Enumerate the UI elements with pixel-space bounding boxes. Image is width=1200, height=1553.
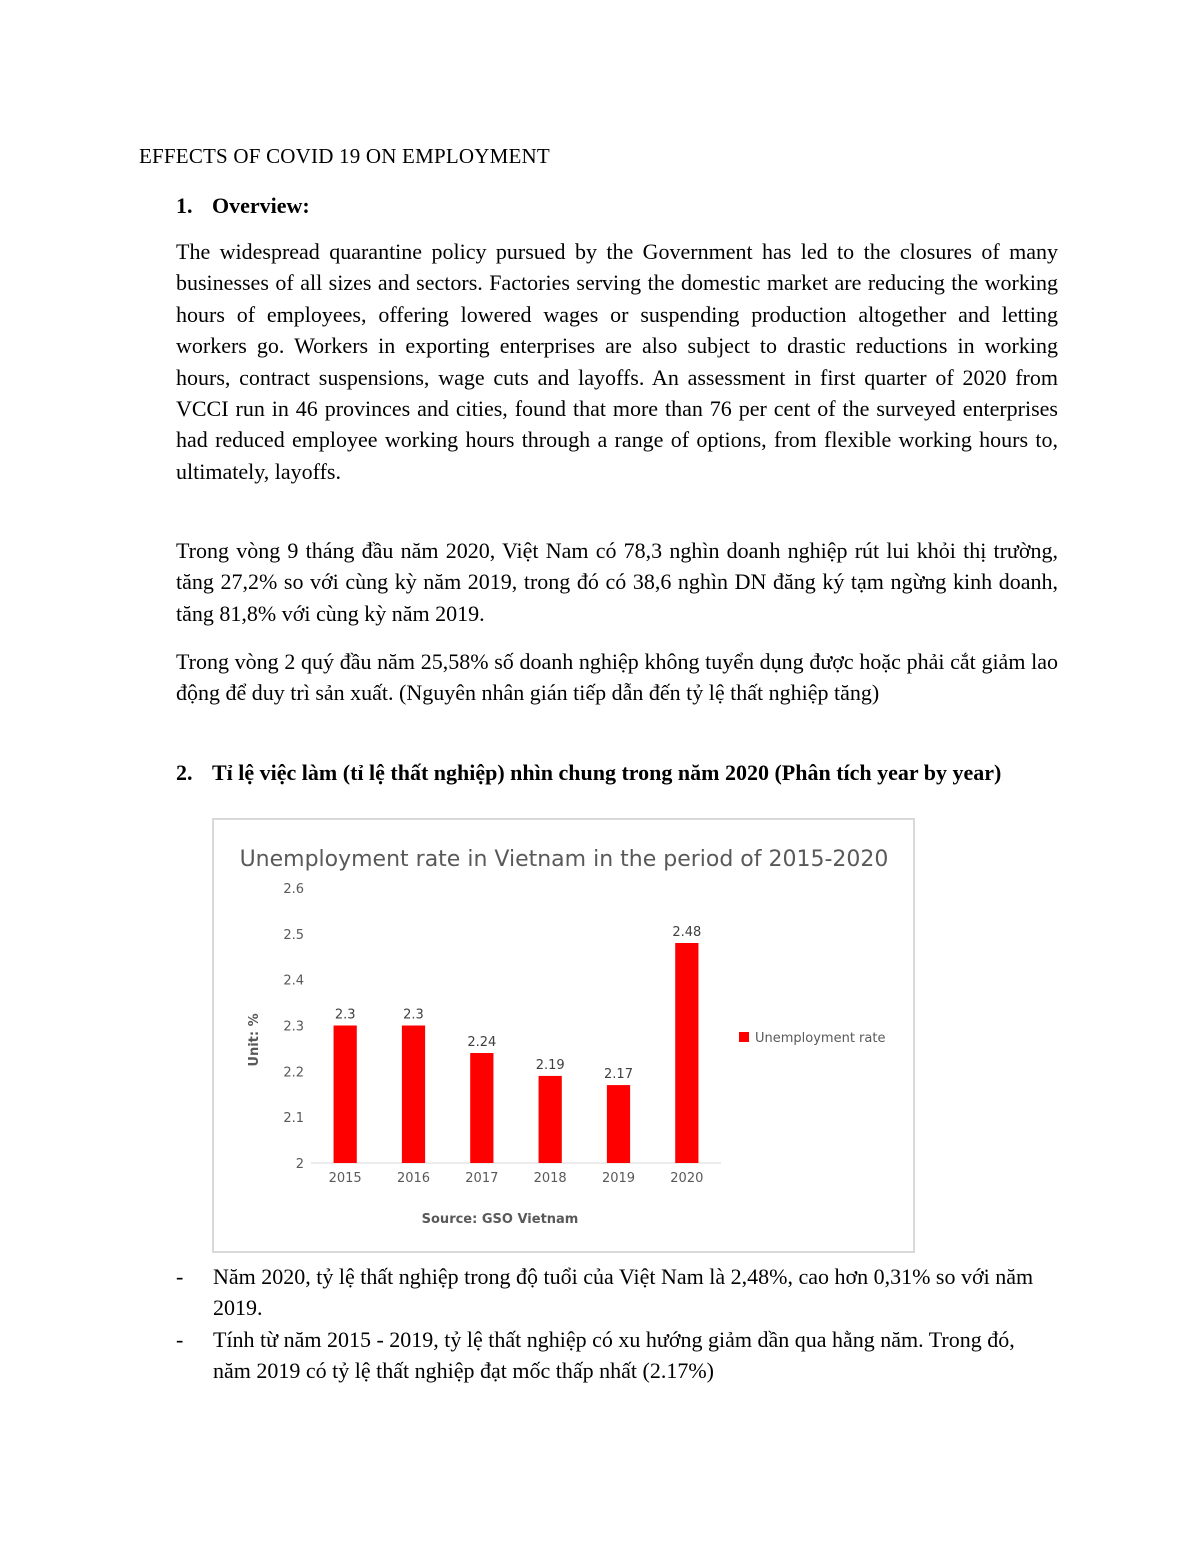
bullet-dash: - xyxy=(176,1327,184,1352)
bar-2020 xyxy=(675,943,698,1163)
x-tick-label: 2018 xyxy=(533,1171,567,1186)
bar-2015 xyxy=(334,1026,357,1164)
x-axis-ticks xyxy=(329,1171,704,1186)
y-tick-label: 2.1 xyxy=(283,1111,304,1127)
section-2-title: Tỉ lệ việc làm (tỉ lệ thất nghiệp) nhìn chung trong năm 2020 (Phân tích year by year) xyxy=(212,760,1002,785)
section-2-number: 2. xyxy=(176,760,193,785)
chart-title: Unemployment rate in Vietnam in the period of 2015-2020 xyxy=(239,847,889,872)
chart-canvas xyxy=(214,820,913,1251)
bar-2019 xyxy=(607,1085,630,1163)
y-axis-title: Unit: % xyxy=(247,1013,262,1067)
x-tick-label: 2016 xyxy=(396,1171,431,1186)
legend-label: Unemployment rate xyxy=(755,1031,886,1046)
x-tick-label: 2017 xyxy=(465,1171,499,1186)
x-axis-title: Source: GSO Vietnam xyxy=(421,1212,579,1227)
y-tick-label: 2.4 xyxy=(283,973,304,989)
y-tick-label: 2.5 xyxy=(283,927,304,943)
enterprise-exit-paragraph: Trong vòng 9 tháng đầu năm 2020, Việt Nam có 78,3 nghìn doanh nghiệp rút lui khỏi thị trường, tăng 27,2% so với cùng kỳ năm 2019, trong đó có 38,6 nghìn DN đăng ký tạm ngừng kinh doanh, tăng 81,8% với cùng kỳ năm 2019. xyxy=(176,538,1058,626)
labor-cut-paragraph: Trong vòng 2 quý đầu năm 25,58% số doanh nghiệp không tuyển dụng được hoặc phải cắt giảm lao động để duy trì sản xuất. (Nguyên nhân gián tiếp dẫn đến tỷ lệ thất nghiệp tăng) xyxy=(176,649,1058,706)
section-1-number: 1. xyxy=(176,193,193,218)
data-label-2018: 2.19 xyxy=(535,1057,565,1073)
data-label-2017: 2.24 xyxy=(467,1035,497,1050)
section-1-heading xyxy=(176,190,1058,222)
section-1-title: Overview: xyxy=(212,193,310,218)
data-label-2015: 2.3 xyxy=(334,1007,356,1023)
data-label-2019: 2.17 xyxy=(604,1067,633,1083)
legend-swatch xyxy=(739,1032,749,1042)
bullet-text: Năm 2020, tỷ lệ thất nghiệp trong độ tuổi của Việt Nam là 2,48%, cao hơn 0,31% so với năm 2019. xyxy=(213,1264,1034,1321)
bullet-item xyxy=(176,1324,1058,1387)
bar-2017 xyxy=(470,1053,493,1163)
y-axis-ticks xyxy=(283,882,304,1172)
bullet-dash: - xyxy=(176,1264,184,1289)
bullet-item xyxy=(176,1261,1058,1324)
section-2-heading xyxy=(176,757,1058,789)
y-tick-label: 2.3 xyxy=(283,1019,304,1035)
x-tick-label: 2015 xyxy=(328,1171,362,1186)
unemployment-chart xyxy=(212,818,915,1253)
chart-bars xyxy=(334,943,699,1163)
page-title: EFFECTS OF COVID 19 ON EMPLOYMENT xyxy=(139,144,550,168)
bar-2018 xyxy=(539,1076,562,1163)
chart-data-labels xyxy=(335,925,701,1082)
y-tick-label: 2.2 xyxy=(283,1065,304,1081)
x-tick-label: 2019 xyxy=(601,1171,636,1186)
bullet-text: Tính từ năm 2015 - 2019, tỷ lệ thất nghiệp có xu hướng giảm dần qua hằng năm. Trong đó, năm 2019 có tỷ lệ thất nghiệp đạt mốc thấp nhất (2.17%) xyxy=(213,1327,1015,1384)
bar-2016 xyxy=(402,1026,425,1164)
y-tick-label: 2 xyxy=(295,1157,304,1172)
overview-paragraph: The widespread quarantine policy pursued by the Government has led to the closures of many businesses of all sizes and sectors. Factories serving the domestic market are reducing the working hours of employees, offering lowered wages or suspending production altogether and letting workers go. Workers in exporting enterprises are also subject to drastic reductions in working hours, contract suspensions, wage cuts and layoffs. An assessment in first quarter of 2020 from VCCI run in 46 provinces and cities, found that more than 76 per cent of the surveyed enterprises had reduced employee working hours through a range of options, from flexible working hours to, ultimately, layoffs. xyxy=(176,239,1058,484)
data-label-2020: 2.48 xyxy=(672,925,702,940)
y-tick-label: 2.6 xyxy=(283,882,304,897)
chart-legend xyxy=(739,1031,885,1046)
x-tick-label: 2020 xyxy=(670,1171,704,1186)
data-label-2016: 2.3 xyxy=(403,1007,424,1023)
